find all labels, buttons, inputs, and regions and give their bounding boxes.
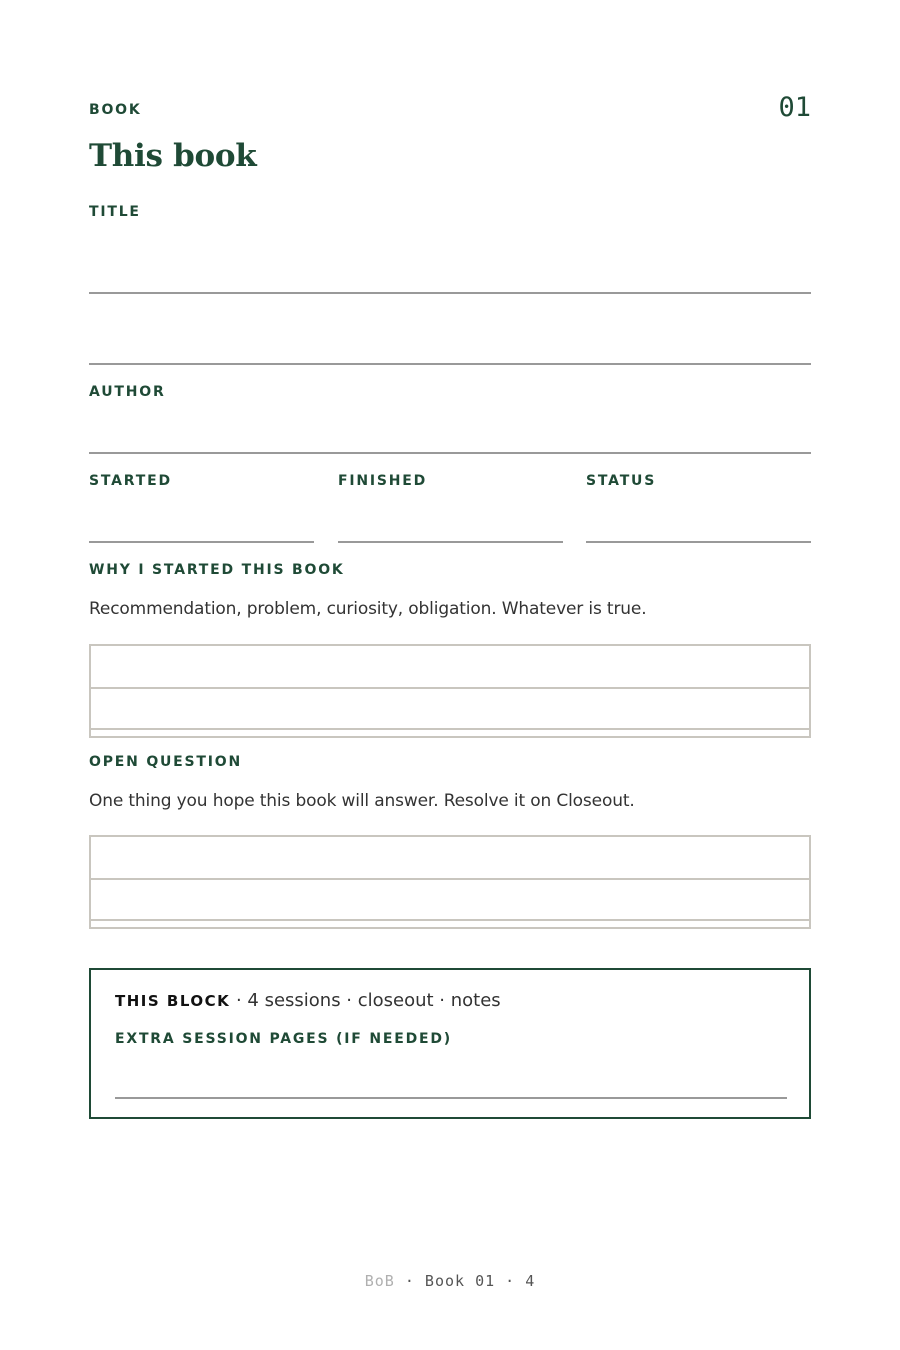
writing-line bbox=[91, 878, 809, 880]
block-summary-line bbox=[115, 990, 501, 1011]
why-writing-box[interactable] bbox=[89, 644, 811, 738]
status-line[interactable] bbox=[586, 541, 811, 543]
status-label: STATUS bbox=[586, 473, 657, 489]
writing-line bbox=[91, 687, 809, 689]
started-label: STARTED bbox=[89, 473, 172, 489]
extra-pages-label: EXTRA SESSION PAGES (IF NEEDED) bbox=[115, 1031, 452, 1047]
finished-line[interactable] bbox=[338, 541, 563, 543]
block-summary-panel bbox=[89, 968, 811, 1119]
block-heading: THIS BLOCK bbox=[115, 992, 231, 1010]
started-line[interactable] bbox=[89, 541, 314, 543]
page-footer bbox=[0, 1272, 900, 1290]
why-label: WHY I STARTED THIS BOOK bbox=[89, 562, 345, 578]
section-kicker: BOOK bbox=[89, 102, 142, 118]
title-label: TITLE bbox=[89, 204, 141, 220]
page-title: This book bbox=[89, 138, 257, 174]
author-line[interactable] bbox=[89, 452, 811, 454]
title-line-2[interactable] bbox=[89, 363, 811, 365]
question-label: OPEN QUESTION bbox=[89, 754, 243, 770]
footer-text: · Book 01 · 4 bbox=[394, 1272, 536, 1290]
extra-pages-line[interactable] bbox=[115, 1097, 787, 1099]
question-writing-box[interactable] bbox=[89, 835, 811, 929]
block-summary: · 4 sessions · closeout · notes bbox=[230, 990, 501, 1011]
why-hint: Recommendation, problem, curiosity, obligation. Whatever is true. bbox=[89, 599, 647, 619]
title-line-1[interactable] bbox=[89, 292, 811, 294]
footer-brand: BoB bbox=[364, 1272, 395, 1290]
book-page bbox=[89, 0, 811, 1350]
finished-label: FINISHED bbox=[338, 473, 428, 489]
writing-line bbox=[91, 919, 809, 921]
question-hint: One thing you hope this book will answer. Resolve it on Closeout. bbox=[89, 791, 635, 811]
author-label: AUTHOR bbox=[89, 384, 166, 400]
page-number: 01 bbox=[778, 92, 811, 123]
writing-line bbox=[91, 728, 809, 730]
